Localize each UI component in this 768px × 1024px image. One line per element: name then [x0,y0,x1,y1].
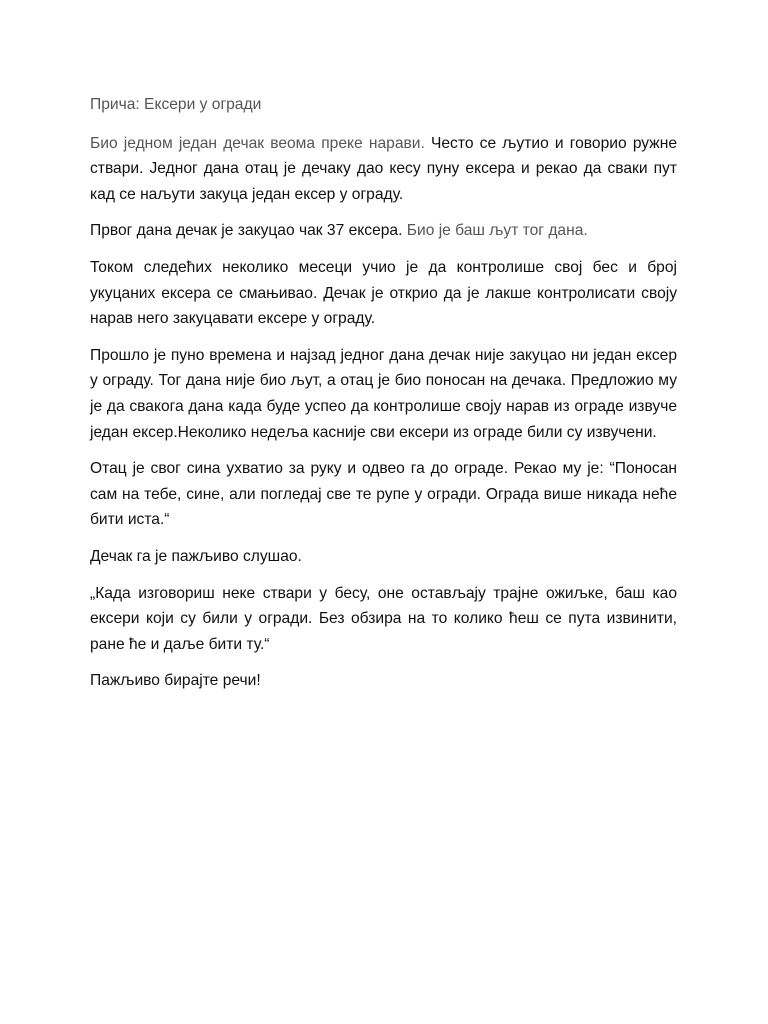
paragraph-2-rest: Био је баш љут тог дана. [402,222,588,240]
document-title: Прича: Ексери у огради [90,96,262,113]
paragraph-4: Прошло је пуно времена и најзад једног дана дечак није закуцао ни један ексер у ограду. Тог дана није био љут, а отац је био поносан на дечака. Предложио му је да свакога дана када буде успео да контролише своју нарав из ограде извуче један ексер.Неколико недеља касније сви ексери из ограде били су извучени. [90,346,677,441]
document-page [90,92,677,705]
paragraph-6: Дечак га је пажљиво слушао. [90,547,302,565]
paragraph-8: Пажљиво бирајте речи! [90,672,261,690]
paragraph-1-lead: Био једном један дечак веома преке нарави. [90,134,425,152]
paragraph-2 [90,218,677,244]
paragraph-3: Током следећих неколико месеци учио је да контролише свој бес и број укуцаних ексера се смањивао. Дечак је открио да је лакше контролисати своју нарав него закуцавати ексере у ограду. [90,258,677,328]
paragraph-1 [90,131,677,208]
paragraph-7: „Када изговориш неке ствари у бесу, оне остављају трајне ожиљке, баш као ексери који су били у огради. Без обзира на то колико ћеш се пута извинити, ране ће и даље бити ту.“ [90,584,677,653]
paragraph-1-rest: Често се љутио и говорио ружне ствари. Једног дана отац је дечаку дао кесу пуну ексера и рекао да сваки пут кад се наљути закуца један ексер у ограду. [90,134,677,203]
paragraph-2-lead: Првог дана дечак је закуцао чак 37 ексера. [90,222,403,240]
paragraph-5: Отац је свог сина ухватио за руку и одвео га до ограде. Рекао му је: “Поносан сам на тебе, сине, али погледај све те рупе у огради. Ограда више никада неће бити иста.“ [90,460,677,529]
